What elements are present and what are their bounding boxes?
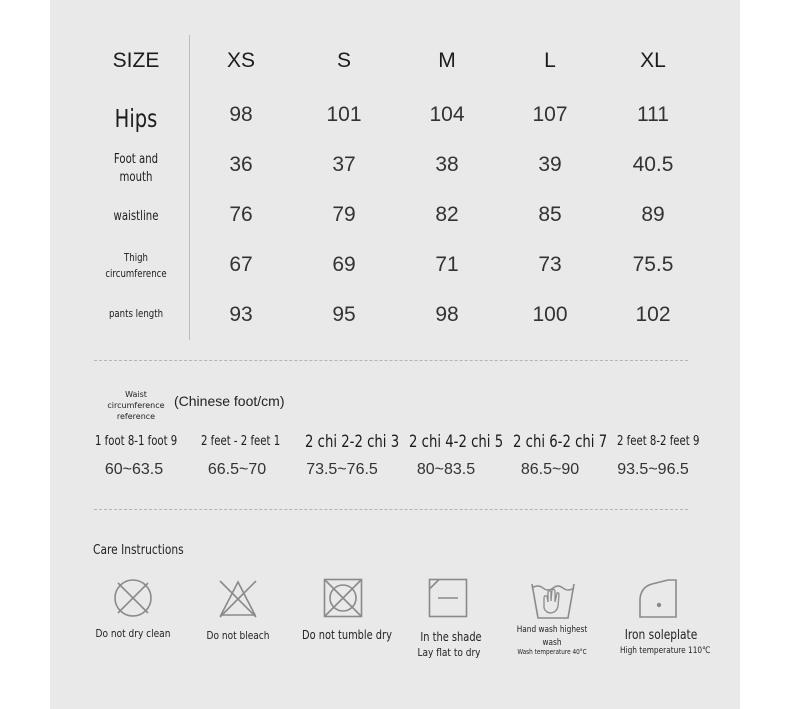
waist-label: 2 chi 6-2 chi 7 xyxy=(513,432,608,452)
table-cell: 98 xyxy=(229,103,253,126)
care-caption: Do not bleach xyxy=(206,629,270,642)
no-tumble-dry-icon xyxy=(323,578,363,618)
waist-label: 2 chi 4-2 chi 5 xyxy=(409,432,504,452)
row-label-line: mouth xyxy=(119,170,153,185)
waist-label: 2 feet - 2 feet 1 xyxy=(201,434,281,449)
waist-value: 60~63.5 xyxy=(104,461,164,478)
care-title: Care Instructions xyxy=(93,543,184,558)
table-cell: 71 xyxy=(435,253,459,276)
waist-reference-unit: (Chinese foot/cm) xyxy=(174,393,285,409)
table-cell: 93 xyxy=(229,303,253,326)
table-cell: 111 xyxy=(637,103,669,126)
table-cell: 37 xyxy=(332,153,356,176)
table-cell: 75.5 xyxy=(632,253,674,276)
waist-value: 86.5~90 xyxy=(520,461,580,478)
row-label-foot-and-mouth xyxy=(97,151,175,187)
table-cell: 98 xyxy=(435,303,459,326)
care-caption: wash xyxy=(542,638,562,648)
care-caption: Lay flat to dry xyxy=(417,646,481,659)
waist-reference-title-line: reference xyxy=(116,412,156,421)
header-xl: XL xyxy=(640,49,666,72)
dashed-divider xyxy=(94,360,688,361)
care-caption: Hand wash highest xyxy=(516,625,588,635)
no-bleach-icon xyxy=(218,579,258,619)
row-label-line: Thigh xyxy=(124,251,148,264)
table-cell: 40.5 xyxy=(632,153,674,176)
table-cell: 85 xyxy=(538,203,562,226)
table-cell: 76 xyxy=(229,203,253,226)
table-cell: 39 xyxy=(538,153,562,176)
row-label-line: circumference xyxy=(105,267,167,280)
waist-label: 1 foot 8-1 foot 9 xyxy=(95,434,178,449)
table-cell: 107 xyxy=(532,103,568,126)
header-size: SIZE xyxy=(112,49,160,72)
care-caption: Do not dry clean xyxy=(95,627,171,640)
shade-dry-flat-icon xyxy=(428,578,468,618)
iron-low-icon xyxy=(637,577,679,619)
table-cell: 38 xyxy=(435,153,459,176)
waist-label: 2 feet 8-2 feet 9 xyxy=(617,434,700,449)
waist-value: 93.5~96.5 xyxy=(617,461,689,478)
waist-reference-title-line: Waist circumference xyxy=(107,390,165,410)
table-cell: 104 xyxy=(429,103,465,126)
table-divider xyxy=(189,35,190,340)
table-cell: 102 xyxy=(635,303,671,326)
table-cell: 69 xyxy=(332,253,356,276)
table-cell: 82 xyxy=(435,203,459,226)
care-caption: In the shade xyxy=(420,630,482,644)
table-cell: 95 xyxy=(332,303,356,326)
header-l: L xyxy=(544,49,556,72)
table-cell: 100 xyxy=(532,303,568,326)
waist-value: 66.5~70 xyxy=(207,461,267,478)
care-caption: Iron soleplate xyxy=(624,628,698,643)
care-caption: Do not tumble dry xyxy=(302,628,392,642)
dashed-divider xyxy=(94,509,688,510)
waist-value: 80~83.5 xyxy=(416,461,476,478)
row-label-waistline: waistline xyxy=(113,209,159,224)
header-m: M xyxy=(438,49,456,72)
table-cell: 73 xyxy=(538,253,562,276)
row-label-thigh-circumference xyxy=(97,250,175,282)
no-dry-clean-icon xyxy=(113,578,153,618)
waist-label: 2 chi 2-2 chi 3 xyxy=(305,432,400,452)
table-cell: 67 xyxy=(229,253,253,276)
row-label-line: Foot and xyxy=(113,152,159,167)
table-cell: 36 xyxy=(229,153,253,176)
care-caption: High temperature 110℃ xyxy=(620,646,711,656)
row-label-hips: Hips xyxy=(114,104,158,133)
hand-wash-icon xyxy=(530,578,576,620)
header-s: S xyxy=(336,49,351,72)
header-xs: XS xyxy=(226,49,255,72)
waist-value: 73.5~76.5 xyxy=(306,461,378,478)
care-caption: Wash temperature 40°C xyxy=(517,648,587,656)
row-label-pants-length: pants length xyxy=(108,307,164,320)
table-cell: 89 xyxy=(641,203,665,226)
table-cell: 101 xyxy=(326,103,362,126)
waist-reference-title xyxy=(96,389,176,422)
table-cell: 79 xyxy=(332,203,356,226)
